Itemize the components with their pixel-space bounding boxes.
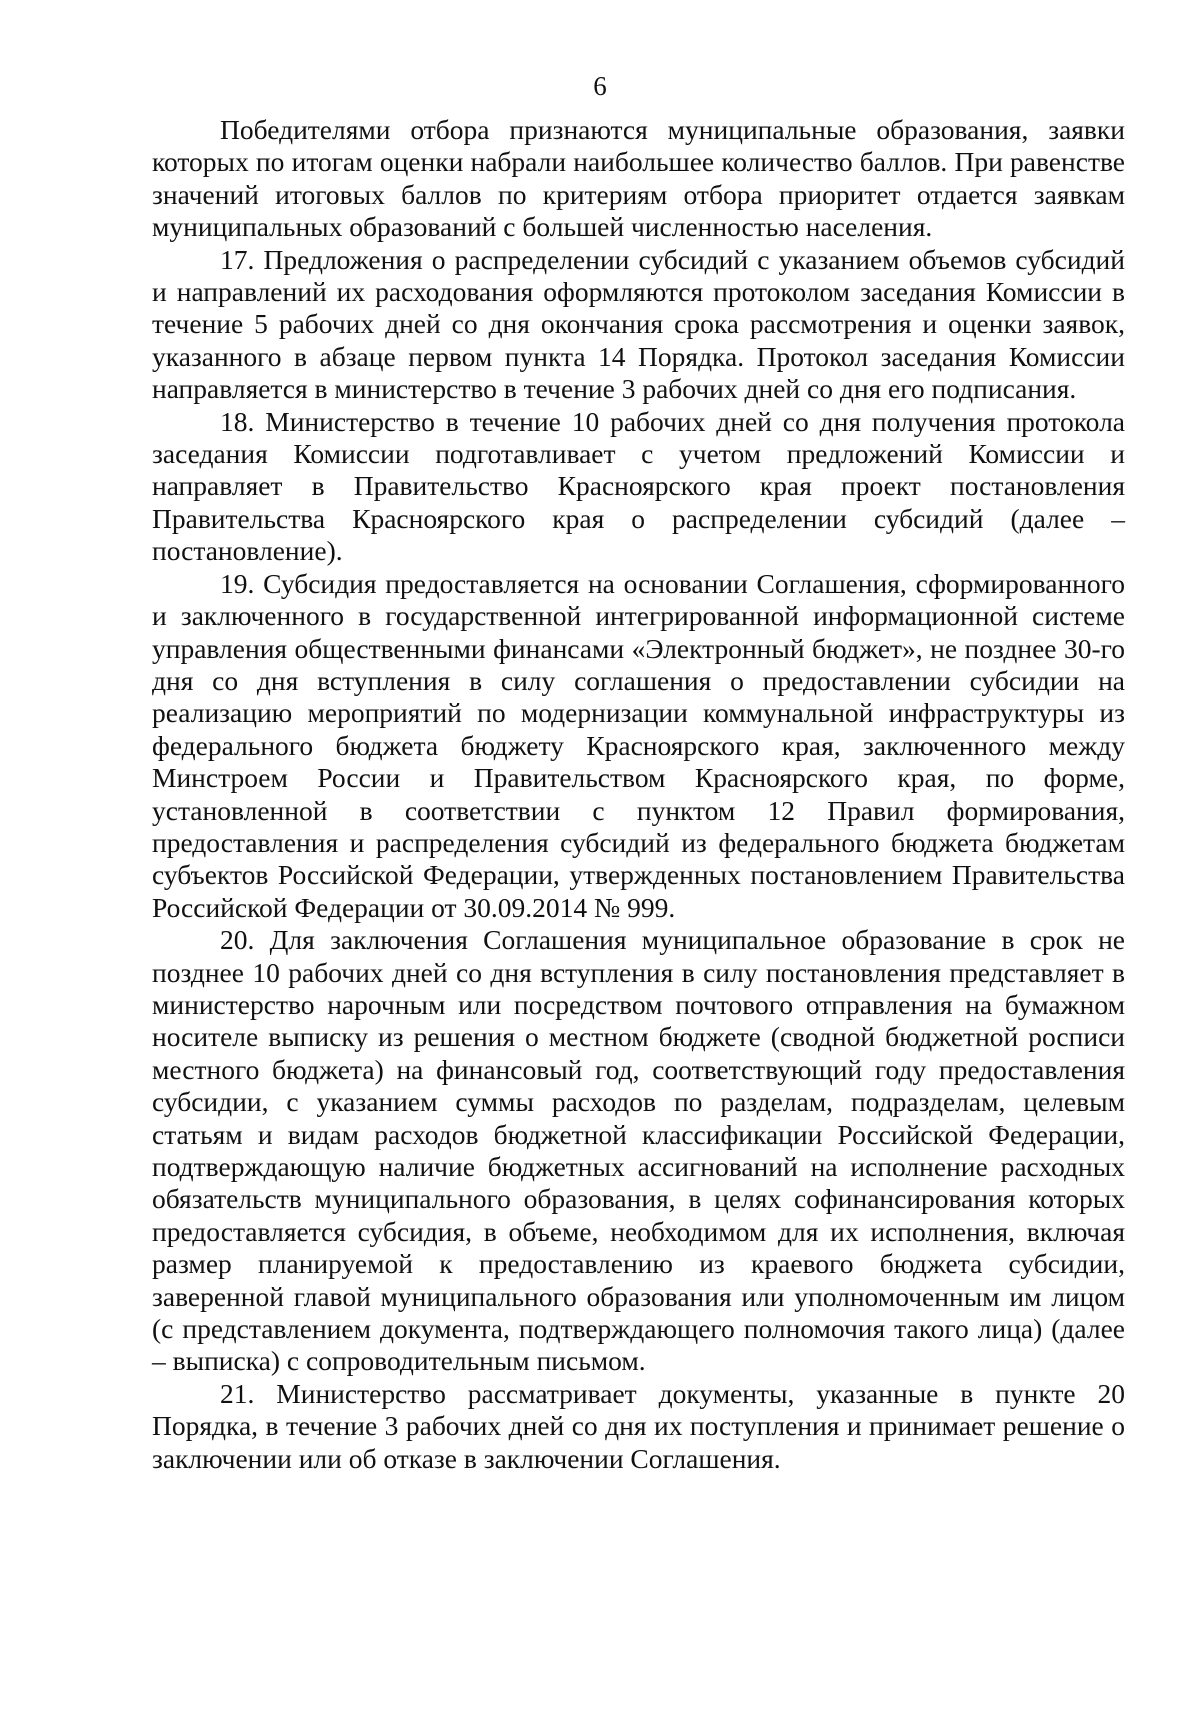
document-body: [152, 114, 1125, 1475]
paragraph-winners: Победителями отбора признаются муниципальные образования, заявки которых по итогам оценки набрали наибольшее количество баллов. При равенстве значений итоговых баллов по критериям отбора приоритет отдается заявкам муниципальных образований с большей численностью населения.: [152, 114, 1125, 243]
paragraph-21: 21. Министерство рассматривает документы, указанные в пункте 20 Порядка, в течение 3 рабочих дней со дня их поступления и принимает решение о заключении или об отказе в заключении Соглашения.: [152, 1377, 1125, 1474]
paragraph-18: 18. Министерство в течение 10 рабочих дней со дня получения протокола заседания Комиссии подготавливает с учетом предложений Комиссии и направляет в Правительство Красноярского края проект постановления Правительства Красноярского края о распределении субсидий (далее – постановление).: [152, 405, 1125, 567]
paragraph-20: 20. Для заключения Соглашения муниципальное образование в срок не позднее 10 рабочих дней со дня вступления в силу постановления представляет в министерство нарочным или посредством почтового отправления на бумажном носителе выписку из решения о местном бюджете (сводной бюджетной росписи местного бюджета) на финансовый год, соответствующий году предоставления субсидии, с указанием суммы расходов по разделам, подразделам, целевым статьям и видам расходов бюджетной классификации Российской Федерации, подтверждающую наличие бюджетных ассигнований на исполнение расходных обязательств муниципального образования, в целях софинансирования которых предоставляется субсидия, в объеме, необходимом для их исполнения, включая размер планируемой к предоставлению из краевого бюджета субсидии, заверенной главой муниципального образования или уполномоченным им лицом (с представлением документа, подтверждающего полномочия такого лица) (далее – выписка) с сопроводительным письмом.: [152, 924, 1125, 1377]
paragraph-19: 19. Субсидия предоставляется на основании Соглашения, сформированного и заключенного в государственной интегрированной информационной системе управления общественными финансами «Электронный бюджет», не позднее 30-го дня со дня вступления в силу соглашения о предоставлении субсидии на реализацию мероприятий по модернизации коммунальной инфраструктуры из федерального бюджета бюджету Красноярского края, заключенного между Минстроем России и Правительством Красноярского края, по форме, установленной в соответствии с пунктом 12 Правил формирования, предоставления и распределения субсидий из федерального бюджета бюджетам субъектов Российской Федерации, утвержденных постановлением Правительства Российской Федерации от 30.09.2014 № 999.: [152, 567, 1125, 923]
paragraph-17: 17. Предложения о распределении субсидий с указанием объемов субсидий и направлений их расходования оформляются протоколом заседания Комиссии в течение 5 рабочих дней со дня окончания срока рассмотрения и оценки заявок, указанного в абзаце первом пункта 14 Порядка. Протокол заседания Комиссии направляется в министерство в течение 3 рабочих дней со дня его подписания.: [152, 243, 1125, 405]
page-number: 6: [593, 71, 607, 101]
